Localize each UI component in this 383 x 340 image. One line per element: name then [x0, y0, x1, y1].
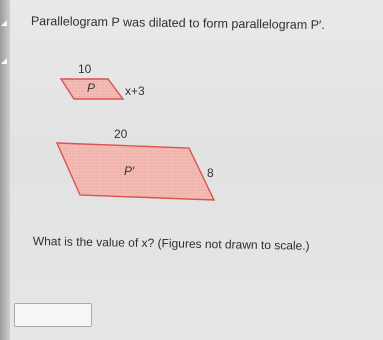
question-text: Parallelogram P was dilated to form parallelogram P′. [30, 14, 325, 33]
parallelogram-p-prime [57, 143, 214, 200]
answer-input[interactable] [14, 303, 92, 327]
large-right-side-label: 8 [207, 166, 214, 180]
small-right-side-label: x+3 [125, 84, 145, 98]
large-top-side-label: 20 [114, 127, 128, 141]
prompt-text: What is the value of x? (Figures not drawn to scale.) [32, 234, 310, 253]
large-figure-name: P′ [124, 164, 135, 178]
small-figure-name: P [87, 81, 96, 95]
small-top-side-label: 10 [78, 62, 92, 76]
